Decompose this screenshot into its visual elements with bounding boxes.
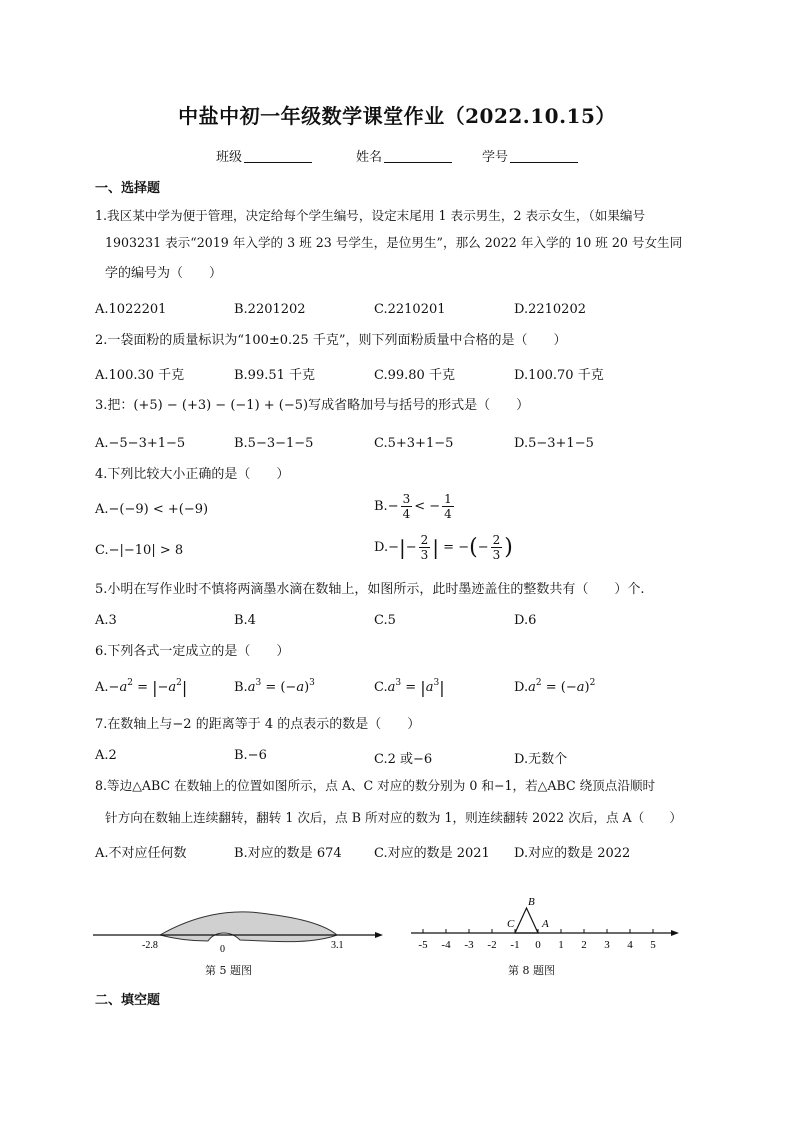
q4-option-b-label: B. <box>374 499 388 514</box>
q7-option-d[interactable]: D.无数个 <box>514 752 568 767</box>
q7-option-c[interactable]: C.2 或−6 <box>374 752 433 767</box>
fig8-tick-label: 4 <box>627 939 633 951</box>
id-blank[interactable] <box>510 149 578 163</box>
fig8-tick-label: 5 <box>650 939 656 951</box>
q6-option-b[interactable]: $B.a^3 = (-a)^3$ <box>234 678 315 695</box>
fig8-tick-label: 1 <box>558 939 564 951</box>
q3-option-b[interactable]: B.5−3−1−5 <box>234 436 314 451</box>
fig5-label-neg: -2.8 <box>142 940 158 951</box>
q3-expression: (+5) − (+3) − (−1) + (−5) <box>133 398 309 413</box>
figure-5-number-line <box>90 905 385 955</box>
q7-text: 7.在数轴上与−2 的距离等于 4 的点表示的数是（ ） <box>95 717 421 732</box>
q3-suffix: 写成省略加号与括号的形式是（ ） <box>308 398 530 413</box>
triangle-abc <box>515 908 538 933</box>
q8-option-c[interactable]: C.对应的数是 2021 <box>374 846 490 861</box>
figure-5-caption: 第 5 题图 <box>205 964 252 977</box>
q4-option-d-label: D. <box>374 540 389 555</box>
name-label: 姓名 <box>356 150 383 165</box>
fig8-tick-label: -1 <box>510 939 520 951</box>
q3-option-c[interactable]: C.5+3+1−5 <box>374 436 454 451</box>
q2-option-a[interactable]: A.100.30 千克 <box>95 368 185 383</box>
id-label: 学号 <box>482 150 509 165</box>
q1-line1: 1.我区某中学为便于管理，决定给每个学生编号，设定末尾用 1 表示男生，2 表示女生，（如果编号 <box>95 208 646 223</box>
q3-prefix: 3.把： <box>95 398 134 413</box>
fig8-tick-label: 0 <box>535 939 541 951</box>
ink-blot <box>160 912 337 942</box>
q1-option-b[interactable]: B.2201202 <box>234 302 306 317</box>
q4-text: 4.下列比较大小正确的是（ ） <box>95 467 290 482</box>
point-a-label: A <box>542 918 549 930</box>
q4-option-b[interactable]: B.− $\frac{3}{4}$ < − $\frac{1}{4}$ <box>374 492 452 521</box>
q1-option-c[interactable]: C.2210201 <box>374 302 446 317</box>
q5-option-d[interactable]: D.6 <box>514 613 537 628</box>
name-blank[interactable] <box>384 149 452 163</box>
fig5-label-pos: 3.1 <box>331 940 344 951</box>
q8-line2: 针方向在数轴上连续翻转，翻转 1 次后，点 B 所对应的数为 1，则连续翻转 2022 次后，点 A（ ） <box>105 810 683 825</box>
fig5-label-zero: 0 <box>220 944 225 955</box>
fig8-tick-label: -4 <box>441 939 451 951</box>
fig8-tick-label: -3 <box>464 939 474 951</box>
q2-option-d[interactable]: D.100.70 千克 <box>514 368 604 383</box>
q5-option-b[interactable]: B.4 <box>234 613 256 628</box>
page-title: 中盐中初一年级数学课堂作业（2022.10.15） <box>178 104 616 128</box>
figure-8-number-line <box>405 890 685 955</box>
q6-option-a[interactable]: $A.-a^2 = |-a^2|$ <box>95 678 188 697</box>
q1-line2: 1903231 表示“2019 年入学的 3 班 23 号学生，是位男生”，那么 2022 年入学的 10 班 20 号女生同 <box>105 235 683 250</box>
q4b-fraction-2: $\frac{1}{4}$ <box>444 492 452 521</box>
q3-option-a[interactable]: A.−5−3+1−5 <box>95 436 186 451</box>
arrow-head-icon <box>375 932 383 938</box>
class-field <box>216 146 312 165</box>
q1-option-a[interactable]: A.1022201 <box>95 302 167 317</box>
q5-option-c[interactable]: C.5 <box>374 613 396 628</box>
point-b-label: B <box>528 896 535 908</box>
q8-option-d[interactable]: D.对应的数是 2022 <box>514 846 631 861</box>
q8-option-a[interactable]: A.不对应任何数 <box>95 846 187 861</box>
q1-line3: 学的编号为（ ） <box>105 266 223 281</box>
fig8-tick-label: 3 <box>604 939 610 951</box>
q6-option-d[interactable]: $D.a^2 = (-a)^2$ <box>514 678 596 695</box>
q6-option-c[interactable]: $C.a^3 = |a^3|$ <box>374 678 445 697</box>
q6-text: 6.下列各式一定成立的是（ ） <box>95 644 290 659</box>
q4b-fraction-1: $\frac{3}{4}$ <box>402 492 411 521</box>
q2-option-b[interactable]: B.99.51 千克 <box>234 368 316 383</box>
q3-text <box>95 394 529 418</box>
fig8-tick-label: 2 <box>581 939 587 951</box>
q4d-fraction-1: $\frac{2}{3}$ <box>420 533 429 562</box>
q5-text: 5.小明在写作业时不慎将两滴墨水滴在数轴上，如图所示，此时墨迹盖住的整数共有（ ）个. <box>95 582 645 597</box>
figure-8-caption: 第 8 题图 <box>508 964 555 977</box>
fig8-tick-label: -5 <box>418 939 428 951</box>
fig8-tick-label: -2 <box>487 939 497 951</box>
section-heading-fill: 二、填空题 <box>95 993 161 1008</box>
q7-option-a[interactable]: A.2 <box>95 748 117 763</box>
q7-option-b[interactable]: B.−6 <box>234 748 267 763</box>
name-field <box>356 146 452 165</box>
q4-option-a[interactable]: A.−(−9) < +(−9) <box>95 502 209 517</box>
q4-option-c[interactable]: C.−|−10| > 8 <box>95 543 184 558</box>
q1-option-d[interactable]: D.2210202 <box>514 302 586 317</box>
q4d-fraction-2: $\frac{2}{3}$ <box>492 533 501 562</box>
q8-line1: 8.等边△ABC 在数轴上的位置如图所示，点 A、C 对应的数分别为 0 和−1，若△ABC 绕顶点沿顺时 <box>95 778 656 793</box>
q5-option-a[interactable]: A.3 <box>95 613 117 628</box>
class-blank[interactable] <box>244 149 312 163</box>
q8-option-b[interactable]: B.对应的数是 674 <box>234 846 342 861</box>
q2-option-c[interactable]: C.99.80 千克 <box>374 368 455 383</box>
class-label: 班级 <box>216 150 243 165</box>
arrow-head-icon <box>671 930 679 936</box>
id-field <box>482 146 578 165</box>
q3-option-d[interactable]: D.5−3+1−5 <box>514 436 594 451</box>
q2-text: 2.一袋面粉的质量标识为“100±0.25 千克”，则下列面粉质量中合格的是（ ） <box>95 333 567 348</box>
point-c-label: C <box>507 918 515 930</box>
section-heading-choice: 一、选择题 <box>95 181 161 196</box>
q4-option-d[interactable]: D.−|− $\frac{2}{3}$ | = −(− $\frac{2}{3}$ ) <box>374 533 513 562</box>
